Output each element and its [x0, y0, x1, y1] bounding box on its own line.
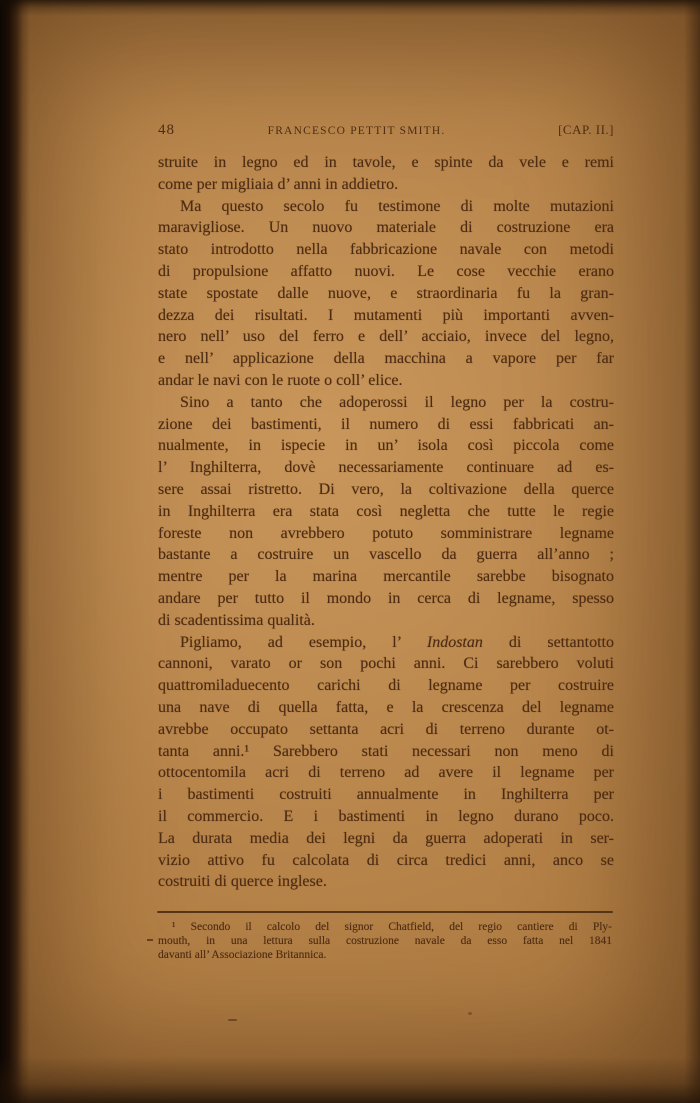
- text-line: mentre per la marina mercantile sarebbe bisognato: [158, 568, 614, 586]
- text-line: di propulsione affatto nuovi. Le cose vecchie erano: [158, 262, 614, 280]
- text-line: vizio attivo fu calcolata di circa tredici anni, anco se: [158, 851, 614, 869]
- text-line: struite in legno ed in tavole, e spinte da vele e remi: [158, 154, 614, 171]
- paper-speck: [468, 1012, 472, 1015]
- text-line: e nell’ applicazione della macchina a vapore per far: [158, 350, 614, 368]
- text-line: l’ Inghilterra, dovè necessariamente continuare ad es-: [158, 459, 614, 477]
- text-line: state spostate dalle nuove, e straordinaria fu la gran-: [158, 284, 614, 302]
- text-line: stato introdotto nella fabbricazione navale con metodi: [158, 241, 614, 259]
- text-line: mouth, in una lettura sulla costruzione navale da esso fatta nel 1841: [158, 934, 612, 947]
- paragraph: [158, 152, 614, 196]
- text-line: ottocentomila acri di terreno ad avere il legname per: [158, 764, 614, 782]
- paper-speck: [228, 1019, 237, 1021]
- chapter-label: [CAP. II.]: [558, 122, 614, 137]
- page-edge-right: [684, 0, 700, 1103]
- text-line: il commercio. E i bastimenti in legno durano poco.: [158, 807, 614, 825]
- text-line: Pigliamo, ad esempio, l’ Indostan di settantotto: [180, 633, 614, 651]
- paragraph: [158, 392, 614, 632]
- text-line: nero nell’ uso del ferro e dell’ acciaio, invece del legno,: [158, 328, 614, 346]
- text-line: La durata media dei legni da guerra adoperati in ser-: [158, 829, 614, 847]
- margin-mark: [147, 939, 153, 941]
- text-line: dezza dei risultati. I mutamenti più importanti avven-: [158, 306, 614, 324]
- binding-shadow: [0, 0, 30, 1103]
- text-line: come per migliaia d’ anni in addietro.: [158, 175, 399, 193]
- text-line: maravigliose. Un nuovo materiale di costruzione era: [158, 219, 614, 237]
- text-line: davanti all’ Associazione Britannica.: [158, 948, 327, 961]
- text-line: di scadentissima qualità.: [158, 611, 315, 629]
- text-line: avrebbe occupato settanta acri di terreno durante ot-: [158, 720, 614, 738]
- text-line: nualmente, in ispecie in un’ isola così piccola come: [158, 437, 614, 455]
- page-header: [158, 122, 614, 139]
- running-title: FRANCESCO PETTIT SMITH.: [267, 125, 446, 137]
- text-line: bastante a costruire un vascello da guerra all’anno ;: [158, 546, 614, 564]
- text-line: andar le navi con le ruote o coll’ elice.: [158, 371, 403, 389]
- text-line: costruiti di querce inglese.: [158, 873, 327, 891]
- text-line: una nave di quella fatta, e la crescenza del legname: [158, 698, 614, 716]
- text-line: foreste non avrebbero potuto somministrare legname: [158, 524, 614, 542]
- page-edge-bottom: [0, 1057, 700, 1103]
- text-line: cannoni, varato or son pochi anni. Ci sarebbero voluti: [158, 655, 614, 673]
- page-number: 48: [158, 122, 175, 138]
- text-line: sere assai ristretto. Di vero, la coltivazione della querce: [158, 480, 614, 498]
- text-line: andare per tutto il mondo in cerca di legname, spesso: [158, 589, 614, 607]
- text-line: quattromiladuecento carichi di legname per costruire: [158, 677, 614, 695]
- text-line: ¹ Secondo il calcolo del signor Chatfield, del regio cantiere di Ply-: [172, 921, 612, 933]
- text-line: Ma questo secolo fu testimone di molte mutazioni: [180, 197, 614, 215]
- text-line: tanta anni.¹ Sarebbero stati necessari non meno di: [158, 742, 614, 760]
- text-line: zione dei bastimenti, il numero di essi fabbricati an-: [158, 415, 614, 433]
- body-text: [158, 152, 614, 893]
- footnote-divider: [157, 911, 613, 913]
- paragraph: [158, 632, 614, 894]
- paragraph: [158, 196, 614, 392]
- text-line: i bastimenti costruiti annualmente in Inghilterra per: [158, 786, 614, 804]
- text-line: Sino a tanto che adoperossi il legno per la costru-: [180, 393, 614, 411]
- text-line: in Inghilterra era stata così negletta che tutte le regie: [158, 502, 614, 520]
- page-edge-top: [0, 0, 700, 16]
- footnote: [158, 921, 612, 962]
